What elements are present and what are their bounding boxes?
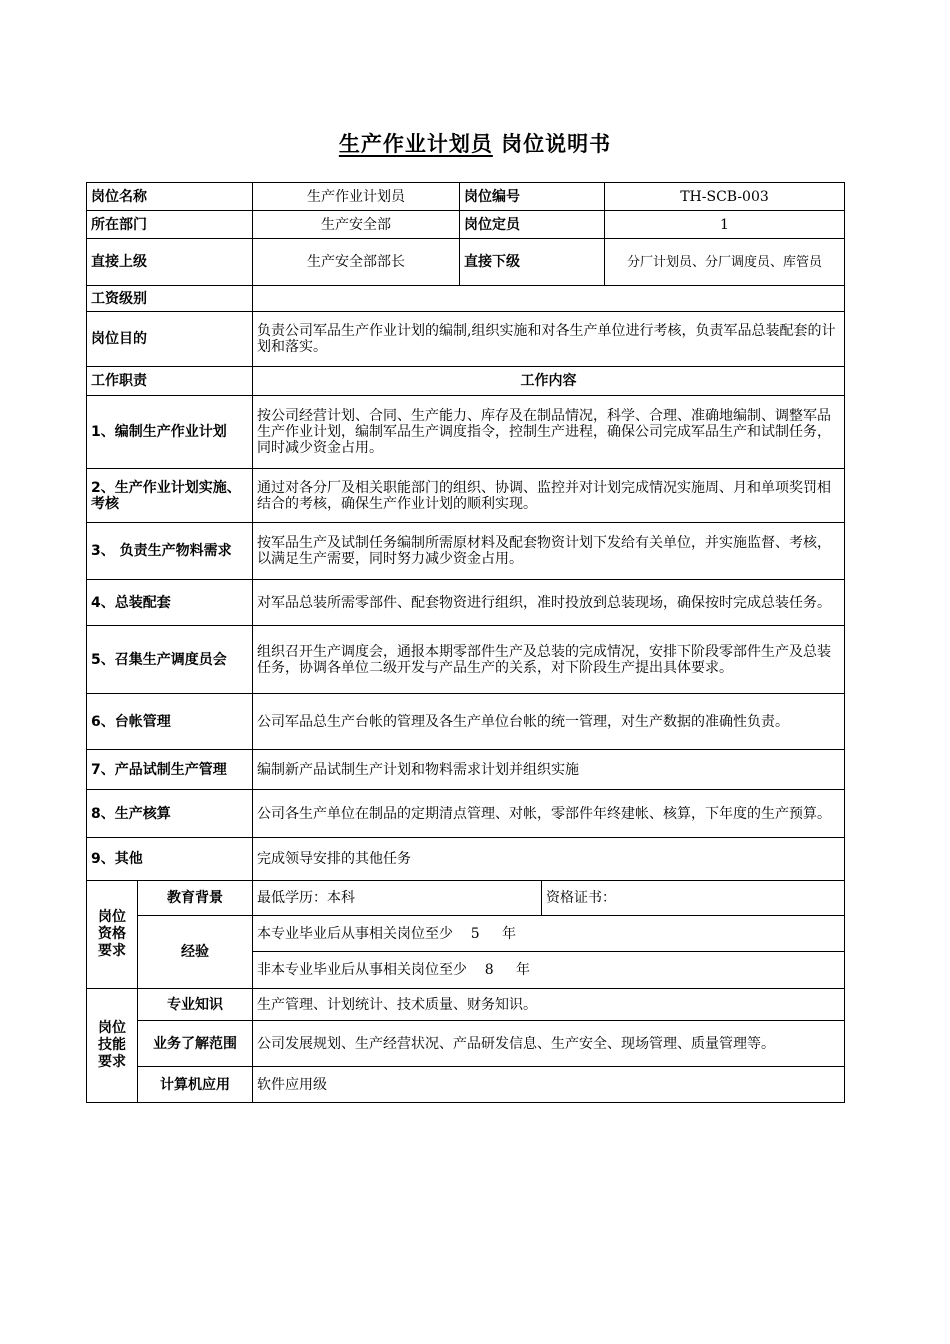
business-label: 业务了解范围 [138,1021,253,1067]
duty-content: 对军品总装所需零部件、配套物资进行组织，准时投放到总装现场，确保按时完成总装任务。 [253,580,845,626]
duties-header-label: 工作职责 [87,367,253,396]
duty-title: 3、 负责生产物料需求 [87,523,253,580]
duty-content: 编制新产品试制生产计划和物料需求计划并组织实施 [253,750,845,790]
duty-content: 组织召开生产调度会，通报本期零部件生产及总装的完成情况，安排下阶段零部件生产及总装任务，协调各单位二级开发与产品生产的关系，对下阶段生产提出具体要求。 [253,626,845,694]
business-value: 公司发展规划、生产经营状况、产品研发信息、生产安全、现场管理、质量管理等。 [253,1021,845,1067]
department-value: 生产安全部 [253,211,460,239]
duty-title: 6、台帐管理 [87,694,253,750]
duties-header-content: 工作内容 [253,367,845,396]
position-name-label: 岗位名称 [87,183,253,211]
subordinate-value: 分厂计划员、分厂调度员、库管员 [605,239,845,286]
superior-value: 生产安全部部长 [253,239,460,286]
education-label: 教育背景 [138,881,253,916]
duty-content: 按军品生产及试制任务编制所需原材料及配套物资计划下发给有关单位，并实施监督、考核，以满足生产需要，同时努力减少资金占用。 [253,523,845,580]
qualification-group-label: 岗位资格要求 [87,881,138,989]
title-suffix: 岗位说明书 [501,132,612,156]
subordinate-label: 直接下级 [460,239,605,286]
superior-label: 直接上级 [87,239,253,286]
duty-content: 公司各生产单位在制品的定期清点管理、对帐，零部件年终建帐、核算，下年度的生产预算。 [253,790,845,838]
duty-content: 完成领导安排的其他任务 [253,838,845,881]
headcount-value: 1 [605,211,845,239]
duty-content: 通过对各分厂及相关职能部门的组织、协调、监控并对计划完成情况实施周、月和单项奖罚相结合的考核，确保生产作业计划的顺利实现。 [253,469,845,523]
skills-group-label: 岗位技能要求 [87,989,138,1103]
certificate-value: 资格证书： [542,881,845,916]
duty-content: 公司军品总生产台帐的管理及各生产单位台帐的统一管理，对生产数据的准确性负责。 [253,694,845,750]
duty-title: 7、产品试制生产管理 [87,750,253,790]
position-code-value: TH-SCB-003 [605,183,845,211]
job-description-table [86,182,845,1103]
duty-title: 2、生产作业计划实施、考核 [87,469,253,523]
education-value: 最低学历：本科 [253,881,542,916]
salary-value [253,286,845,312]
duty-title: 4、总装配套 [87,580,253,626]
duty-title: 9、其他 [87,838,253,881]
computer-label: 计算机应用 [138,1067,253,1103]
position-name-value: 生产作业计划员 [253,183,460,211]
headcount-label: 岗位定员 [460,211,605,239]
position-code-label: 岗位编号 [460,183,605,211]
salary-label: 工资级别 [87,286,253,312]
knowledge-value: 生产管理、计划统计、技术质量、财务知识。 [253,989,845,1021]
experience-other-value: 非本专业毕业后从事相关岗位至少 8 年 [253,952,845,989]
title-main: 生产作业计划员 [338,132,493,156]
experience-related-value: 本专业毕业后从事相关岗位至少 5 年 [253,916,845,952]
knowledge-label: 专业知识 [138,989,253,1021]
purpose-label: 岗位目的 [87,312,253,367]
computer-value: 软件应用级 [253,1067,845,1103]
department-label: 所在部门 [87,211,253,239]
duty-content: 按公司经营计划、合同、生产能力、库存及在制品情况，科学、合理、准确地编制、调整军品生产作业计划，编制军品生产调度指令，控制生产进程，确保公司完成军品生产和试制任务，同时减少资金占用。 [253,396,845,469]
page-title [0,128,950,158]
duty-title: 1、编制生产作业计划 [87,396,253,469]
experience-label: 经验 [138,916,253,989]
purpose-value: 负责公司军品生产作业计划的编制,组织实施和对各生产单位进行考核，负责军品总装配套的计划和落实。 [253,312,845,367]
duty-title: 5、召集生产调度员会 [87,626,253,694]
duty-title: 8、生产核算 [87,790,253,838]
